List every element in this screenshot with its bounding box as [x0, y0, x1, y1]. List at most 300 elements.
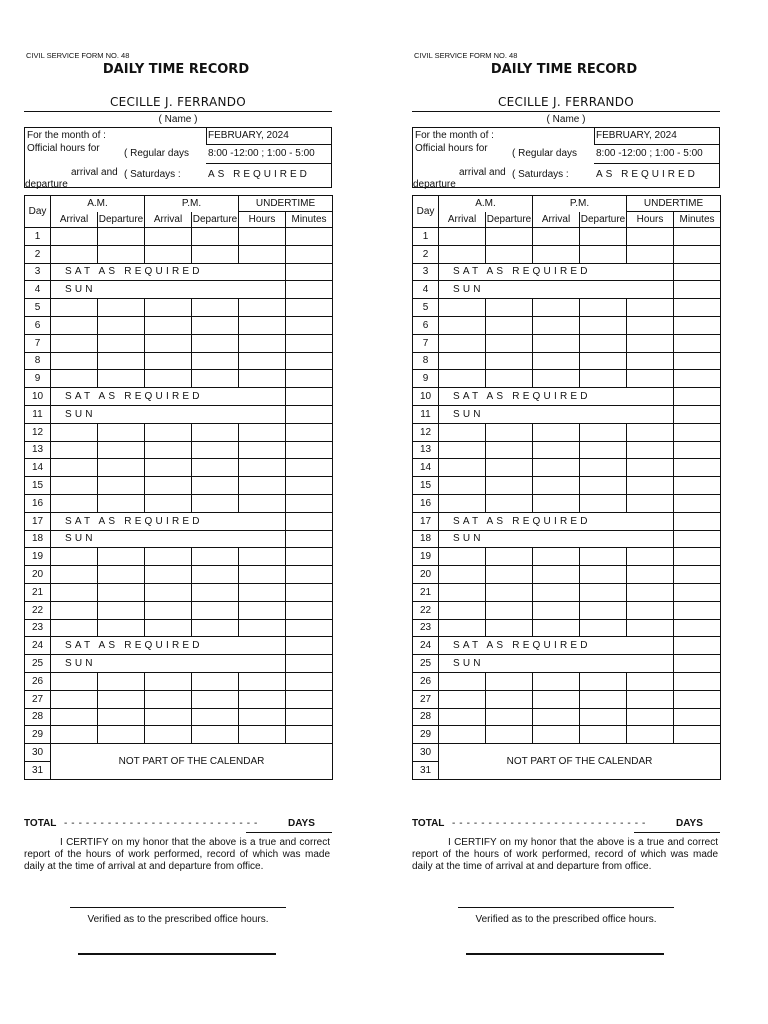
hours-cell[interactable] — [239, 494, 286, 512]
am-arrival-cell[interactable] — [439, 299, 486, 317]
am-arrival-cell[interactable] — [51, 245, 98, 263]
am-arrival-cell[interactable] — [439, 334, 486, 352]
am-arrival-cell[interactable] — [51, 708, 98, 726]
pm-departure-cell[interactable] — [580, 726, 627, 744]
hours-cell[interactable] — [627, 672, 674, 690]
am-departure-cell[interactable] — [486, 316, 533, 334]
pm-arrival-cell[interactable] — [533, 228, 580, 246]
hours-cell[interactable] — [627, 459, 674, 477]
minutes-cell[interactable] — [674, 655, 721, 673]
pm-departure-cell[interactable] — [580, 334, 627, 352]
day-number: 18 — [413, 530, 439, 548]
am-departure-cell[interactable] — [98, 245, 145, 263]
hours-cell[interactable] — [239, 370, 286, 388]
am-arrival-cell[interactable] — [439, 690, 486, 708]
pm-departure-cell[interactable] — [580, 316, 627, 334]
pm-arrival-cell[interactable] — [533, 548, 580, 566]
pm-arrival-cell[interactable] — [533, 672, 580, 690]
pm-arrival-cell[interactable] — [533, 494, 580, 512]
am-arrival-cell[interactable] — [439, 708, 486, 726]
am-departure-cell[interactable] — [98, 477, 145, 495]
am-departure-cell[interactable] — [486, 423, 533, 441]
pm-arrival-cell[interactable] — [533, 245, 580, 263]
pm-departure-cell[interactable] — [580, 370, 627, 388]
pm-arrival-cell[interactable] — [533, 299, 580, 317]
pm-arrival-cell[interactable] — [145, 619, 192, 637]
pm-arrival-cell[interactable] — [533, 566, 580, 584]
hours-cell[interactable] — [239, 690, 286, 708]
minutes-cell[interactable] — [286, 637, 333, 655]
am-departure-cell[interactable] — [486, 245, 533, 263]
am-departure-cell[interactable] — [98, 370, 145, 388]
am-departure-cell[interactable] — [98, 459, 145, 477]
minutes-cell[interactable] — [286, 583, 333, 601]
pm-arrival-cell[interactable] — [145, 583, 192, 601]
am-departure-cell[interactable] — [486, 352, 533, 370]
day-row — [25, 744, 333, 762]
am-departure-cell[interactable] — [98, 601, 145, 619]
minutes-cell[interactable] — [674, 352, 721, 370]
am-departure-cell[interactable] — [486, 690, 533, 708]
minutes-cell[interactable] — [674, 281, 721, 299]
pm-departure-cell[interactable] — [192, 708, 239, 726]
am-arrival-cell[interactable] — [51, 494, 98, 512]
pm-arrival-cell[interactable] — [533, 316, 580, 334]
pm-departure-cell[interactable] — [580, 708, 627, 726]
pm-departure-cell[interactable] — [192, 441, 239, 459]
day-number: 11 — [413, 405, 439, 423]
hours-cell[interactable] — [239, 441, 286, 459]
minutes-cell[interactable] — [674, 441, 721, 459]
minutes-cell[interactable] — [286, 334, 333, 352]
minutes-cell[interactable] — [674, 601, 721, 619]
minutes-cell[interactable] — [286, 601, 333, 619]
minutes-cell[interactable] — [286, 477, 333, 495]
am-departure-cell[interactable] — [98, 352, 145, 370]
sunday-note: SUN — [51, 655, 286, 673]
minutes-cell[interactable] — [674, 726, 721, 744]
hours-cell[interactable] — [627, 441, 674, 459]
hours-cell[interactable] — [239, 245, 286, 263]
hours-cell[interactable] — [239, 477, 286, 495]
hours-cell[interactable] — [627, 690, 674, 708]
minutes-cell[interactable] — [674, 708, 721, 726]
hours-cell[interactable] — [239, 726, 286, 744]
am-arrival-cell[interactable] — [51, 316, 98, 334]
am-arrival-cell[interactable] — [51, 726, 98, 744]
am-departure-cell[interactable] — [98, 726, 145, 744]
minutes-cell[interactable] — [286, 708, 333, 726]
pm-departure-cell[interactable] — [192, 316, 239, 334]
hours-cell[interactable] — [627, 352, 674, 370]
am-arrival-cell[interactable] — [51, 672, 98, 690]
minutes-cell[interactable] — [674, 316, 721, 334]
hours-cell[interactable] — [627, 299, 674, 317]
minutes-cell[interactable] — [286, 263, 333, 281]
am-arrival-cell[interactable] — [51, 477, 98, 495]
hours-cell[interactable] — [627, 423, 674, 441]
hours-cell[interactable] — [627, 583, 674, 601]
pm-arrival-cell[interactable] — [533, 690, 580, 708]
day-row — [25, 263, 333, 281]
pm-arrival-cell[interactable] — [145, 477, 192, 495]
pm-departure-cell[interactable] — [580, 548, 627, 566]
minutes-cell[interactable] — [286, 512, 333, 530]
am-departure-cell[interactable] — [98, 566, 145, 584]
pm-departure-cell[interactable] — [192, 299, 239, 317]
hours-cell[interactable] — [239, 708, 286, 726]
pm-departure-cell[interactable] — [580, 583, 627, 601]
pm-arrival-cell[interactable] — [145, 459, 192, 477]
pm-arrival-cell[interactable] — [145, 299, 192, 317]
saturday-note: SAT AS REQUIRED — [51, 263, 286, 281]
pm-arrival-cell[interactable] — [145, 441, 192, 459]
am-arrival-cell[interactable] — [51, 441, 98, 459]
am-departure-cell[interactable] — [98, 441, 145, 459]
minutes-cell[interactable] — [674, 228, 721, 246]
am-departure-cell[interactable] — [486, 672, 533, 690]
pm-departure-cell[interactable] — [192, 690, 239, 708]
form-number: CIVIL SERVICE FORM NO. 48 — [414, 51, 518, 60]
am-departure-cell[interactable] — [486, 334, 533, 352]
hours-cell[interactable] — [627, 601, 674, 619]
minutes-cell[interactable] — [674, 459, 721, 477]
minutes-cell[interactable] — [286, 655, 333, 673]
total-dashes: - - - - - - - - - - - - - - - - - - - - - - - - - - - — [452, 818, 646, 829]
pm-departure-cell[interactable] — [192, 459, 239, 477]
minutes-cell[interactable] — [286, 281, 333, 299]
am-arrival-cell[interactable] — [439, 672, 486, 690]
am-departure-cell[interactable] — [98, 316, 145, 334]
pm-departure-cell[interactable] — [192, 352, 239, 370]
minutes-cell[interactable] — [674, 637, 721, 655]
hours-cell[interactable] — [627, 708, 674, 726]
pm-departure-cell[interactable] — [580, 619, 627, 637]
am-arrival-cell[interactable] — [51, 619, 98, 637]
minutes-cell[interactable] — [286, 316, 333, 334]
am-departure-cell[interactable] — [486, 228, 533, 246]
pm-arrival-cell[interactable] — [145, 423, 192, 441]
days-label: DAYS — [676, 818, 703, 829]
am-departure-cell[interactable] — [98, 228, 145, 246]
hours-cell[interactable] — [239, 352, 286, 370]
hours-cell[interactable] — [239, 316, 286, 334]
day-row — [25, 566, 333, 584]
am-departure-cell[interactable] — [486, 370, 533, 388]
sunday-note: SUN — [439, 530, 674, 548]
hours-cell[interactable] — [239, 672, 286, 690]
pm-arrival-cell[interactable] — [533, 423, 580, 441]
hours-cell[interactable] — [239, 619, 286, 637]
pm-arrival-cell[interactable] — [533, 477, 580, 495]
pm-arrival-cell[interactable] — [145, 601, 192, 619]
minutes-cell[interactable] — [674, 245, 721, 263]
pm-arrival-cell[interactable] — [145, 566, 192, 584]
pm-departure-cell[interactable] — [580, 477, 627, 495]
am-arrival-cell[interactable] — [51, 690, 98, 708]
am-arrival-cell[interactable] — [439, 619, 486, 637]
am-arrival-cell[interactable] — [439, 477, 486, 495]
am-departure-cell[interactable] — [486, 583, 533, 601]
am-departure-cell[interactable] — [486, 441, 533, 459]
minutes-cell[interactable] — [674, 619, 721, 637]
minutes-cell[interactable] — [286, 405, 333, 423]
minutes-cell[interactable] — [286, 566, 333, 584]
am-departure-cell[interactable] — [486, 726, 533, 744]
am-arrival-cell[interactable] — [51, 370, 98, 388]
am-arrival-cell[interactable] — [439, 370, 486, 388]
hours-cell[interactable] — [239, 228, 286, 246]
day-row — [25, 601, 333, 619]
am-departure-cell[interactable] — [486, 601, 533, 619]
am-departure-cell[interactable] — [98, 583, 145, 601]
pm-arrival-cell[interactable] — [145, 228, 192, 246]
pm-arrival-cell[interactable] — [145, 708, 192, 726]
am-arrival-cell[interactable] — [439, 601, 486, 619]
header-pm: P.M. — [145, 196, 239, 212]
am-arrival-cell[interactable] — [51, 459, 98, 477]
day-number: 22 — [413, 601, 439, 619]
pm-arrival-cell[interactable] — [533, 619, 580, 637]
pm-departure-cell[interactable] — [580, 690, 627, 708]
minutes-cell[interactable] — [674, 477, 721, 495]
am-departure-cell[interactable] — [98, 690, 145, 708]
am-departure-cell[interactable] — [486, 494, 533, 512]
am-departure-cell[interactable] — [98, 672, 145, 690]
am-arrival-cell[interactable] — [439, 352, 486, 370]
minutes-cell[interactable] — [286, 548, 333, 566]
day-row — [413, 299, 721, 317]
pm-arrival-cell[interactable] — [533, 726, 580, 744]
pm-departure-cell[interactable] — [580, 566, 627, 584]
minutes-cell[interactable] — [286, 299, 333, 317]
hours-cell[interactable] — [627, 494, 674, 512]
pm-departure-cell[interactable] — [580, 299, 627, 317]
pm-arrival-cell[interactable] — [145, 370, 192, 388]
minutes-cell[interactable] — [286, 388, 333, 406]
day-number: 6 — [413, 316, 439, 334]
minutes-cell[interactable] — [286, 530, 333, 548]
pm-arrival-cell[interactable] — [533, 352, 580, 370]
pm-arrival-cell[interactable] — [533, 601, 580, 619]
minutes-cell[interactable] — [286, 690, 333, 708]
hours-cell[interactable] — [627, 316, 674, 334]
pm-departure-cell[interactable] — [192, 548, 239, 566]
hours-cell[interactable] — [627, 619, 674, 637]
hours-cell[interactable] — [627, 726, 674, 744]
minutes-cell[interactable] — [674, 423, 721, 441]
am-departure-cell[interactable] — [486, 708, 533, 726]
minutes-cell[interactable] — [674, 583, 721, 601]
hours-cell[interactable] — [627, 548, 674, 566]
pm-arrival-cell[interactable] — [145, 352, 192, 370]
day-row — [413, 334, 721, 352]
minutes-cell[interactable] — [286, 423, 333, 441]
am-arrival-cell[interactable] — [51, 423, 98, 441]
pm-arrival-cell[interactable] — [533, 459, 580, 477]
am-departure-cell[interactable] — [98, 548, 145, 566]
minutes-cell[interactable] — [674, 299, 721, 317]
am-arrival-cell[interactable] — [51, 566, 98, 584]
pm-departure-cell[interactable] — [192, 370, 239, 388]
minutes-cell[interactable] — [286, 370, 333, 388]
pm-arrival-cell[interactable] — [145, 690, 192, 708]
hours-cell[interactable] — [627, 245, 674, 263]
am-departure-cell[interactable] — [98, 334, 145, 352]
day-row — [413, 245, 721, 263]
pm-departure-cell[interactable] — [192, 423, 239, 441]
pm-departure-cell[interactable] — [192, 672, 239, 690]
sunday-note: SUN — [51, 405, 286, 423]
minutes-cell[interactable] — [674, 690, 721, 708]
am-arrival-cell[interactable] — [439, 726, 486, 744]
day-number: 2 — [413, 245, 439, 263]
hours-cell[interactable] — [239, 299, 286, 317]
am-departure-cell[interactable] — [98, 708, 145, 726]
am-arrival-cell[interactable] — [439, 245, 486, 263]
pm-departure-cell[interactable] — [192, 619, 239, 637]
pm-arrival-cell[interactable] — [145, 672, 192, 690]
pm-departure-cell[interactable] — [192, 601, 239, 619]
pm-departure-cell[interactable] — [580, 441, 627, 459]
am-arrival-cell[interactable] — [439, 566, 486, 584]
pm-arrival-cell[interactable] — [533, 708, 580, 726]
pm-departure-cell[interactable] — [580, 494, 627, 512]
pm-departure-cell[interactable] — [580, 672, 627, 690]
pm-departure-cell[interactable] — [192, 477, 239, 495]
am-departure-cell[interactable] — [98, 619, 145, 637]
pm-arrival-cell[interactable] — [533, 334, 580, 352]
pm-arrival-cell[interactable] — [145, 316, 192, 334]
day-row — [413, 672, 721, 690]
day-number: 23 — [25, 619, 51, 637]
hours-cell[interactable] — [239, 459, 286, 477]
am-departure-cell[interactable] — [98, 494, 145, 512]
day-row — [413, 655, 721, 673]
hours-cell[interactable] — [239, 548, 286, 566]
minutes-cell[interactable] — [674, 530, 721, 548]
pm-arrival-cell[interactable] — [145, 245, 192, 263]
minutes-cell[interactable] — [286, 494, 333, 512]
am-arrival-cell[interactable] — [51, 583, 98, 601]
am-arrival-cell[interactable] — [51, 601, 98, 619]
minutes-cell[interactable] — [286, 459, 333, 477]
minutes-cell[interactable] — [674, 388, 721, 406]
minutes-cell[interactable] — [674, 512, 721, 530]
hours-cell[interactable] — [239, 583, 286, 601]
minutes-cell[interactable] — [674, 334, 721, 352]
hours-cell[interactable] — [627, 334, 674, 352]
am-arrival-cell[interactable] — [51, 548, 98, 566]
am-arrival-cell[interactable] — [51, 299, 98, 317]
pm-departure-cell[interactable] — [580, 601, 627, 619]
minutes-cell[interactable] — [674, 494, 721, 512]
hours-cell[interactable] — [239, 423, 286, 441]
am-arrival-cell[interactable] — [439, 494, 486, 512]
pm-departure-cell[interactable] — [580, 459, 627, 477]
am-departure-cell[interactable] — [98, 299, 145, 317]
regular-days-label: ( Regular days — [124, 148, 190, 159]
am-departure-cell[interactable] — [486, 299, 533, 317]
am-arrival-cell[interactable] — [51, 352, 98, 370]
hours-cell[interactable] — [627, 566, 674, 584]
day-row — [25, 370, 333, 388]
pm-arrival-cell[interactable] — [145, 548, 192, 566]
hours-cell[interactable] — [239, 334, 286, 352]
dtr-form-left — [22, 0, 342, 1024]
minutes-cell[interactable] — [674, 405, 721, 423]
pm-arrival-cell[interactable] — [145, 334, 192, 352]
pm-arrival-cell[interactable] — [533, 370, 580, 388]
minutes-cell[interactable] — [286, 619, 333, 637]
day-row — [413, 530, 721, 548]
pm-departure-cell[interactable] — [192, 726, 239, 744]
day-row — [413, 619, 721, 637]
am-departure-cell[interactable] — [486, 566, 533, 584]
am-departure-cell[interactable] — [486, 548, 533, 566]
am-arrival-cell[interactable] — [51, 334, 98, 352]
am-departure-cell[interactable] — [486, 477, 533, 495]
minutes-cell[interactable] — [286, 441, 333, 459]
am-arrival-cell[interactable] — [439, 441, 486, 459]
minutes-cell[interactable] — [674, 263, 721, 281]
minutes-cell[interactable] — [674, 370, 721, 388]
minutes-cell[interactable] — [674, 566, 721, 584]
am-departure-cell[interactable] — [98, 423, 145, 441]
pm-departure-cell[interactable] — [580, 228, 627, 246]
pm-departure-cell[interactable] — [192, 334, 239, 352]
pm-arrival-cell[interactable] — [145, 726, 192, 744]
am-arrival-cell[interactable] — [439, 583, 486, 601]
minutes-cell[interactable] — [286, 228, 333, 246]
day-number: 28 — [25, 708, 51, 726]
minutes-cell[interactable] — [674, 672, 721, 690]
hours-cell[interactable] — [627, 477, 674, 495]
pm-departure-cell[interactable] — [580, 245, 627, 263]
hours-cell[interactable] — [239, 601, 286, 619]
hours-cell[interactable] — [627, 370, 674, 388]
pm-arrival-cell[interactable] — [533, 441, 580, 459]
pm-departure-cell[interactable] — [580, 352, 627, 370]
pm-arrival-cell[interactable] — [533, 583, 580, 601]
pm-departure-cell[interactable] — [192, 228, 239, 246]
am-arrival-cell[interactable] — [439, 423, 486, 441]
pm-departure-cell[interactable] — [580, 423, 627, 441]
day-row — [413, 459, 721, 477]
header-hours: Hours — [239, 212, 286, 228]
hours-cell[interactable] — [627, 228, 674, 246]
am-arrival-cell[interactable] — [439, 316, 486, 334]
minutes-cell[interactable] — [286, 672, 333, 690]
pm-arrival-cell[interactable] — [145, 494, 192, 512]
hours-cell[interactable] — [239, 566, 286, 584]
pm-departure-cell[interactable] — [192, 494, 239, 512]
am-arrival-cell[interactable] — [439, 459, 486, 477]
pm-departure-cell[interactable] — [192, 583, 239, 601]
am-arrival-cell[interactable] — [439, 228, 486, 246]
minutes-cell[interactable] — [286, 352, 333, 370]
official-hours-box — [412, 127, 720, 188]
pm-departure-cell[interactable] — [192, 245, 239, 263]
am-departure-cell[interactable] — [486, 459, 533, 477]
minutes-cell[interactable] — [286, 726, 333, 744]
minutes-cell[interactable] — [286, 245, 333, 263]
minutes-cell[interactable] — [674, 548, 721, 566]
am-arrival-cell[interactable] — [439, 548, 486, 566]
am-arrival-cell[interactable] — [51, 228, 98, 246]
am-departure-cell[interactable] — [486, 619, 533, 637]
pm-departure-cell[interactable] — [192, 566, 239, 584]
